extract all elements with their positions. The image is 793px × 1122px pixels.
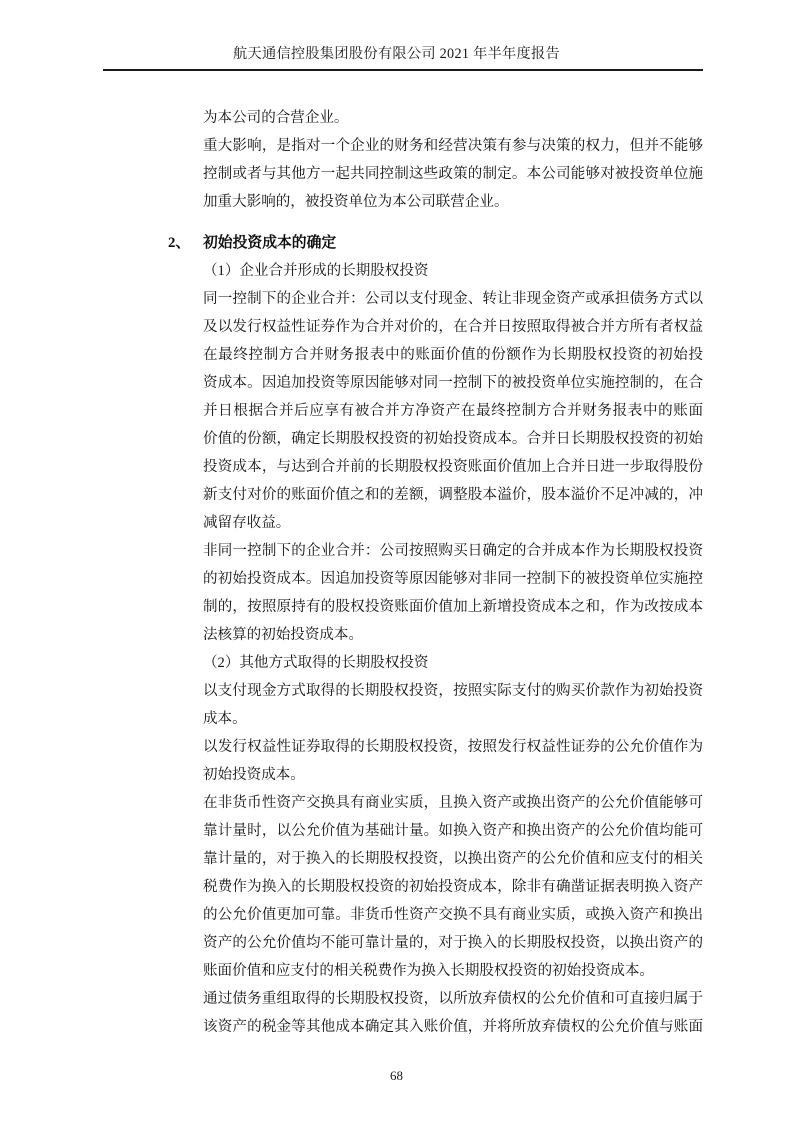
report-header-title: 航天通信控股集团股份有限公司 2021 年半年度报告 — [232, 46, 561, 62]
intro-paragraphs — [203, 104, 703, 216]
text-line: （2）其他方式取得的长期股权投资 — [203, 655, 429, 671]
text-line: 投资成本，与达到合并前的长期股权投资账面价值加上合并日进一步取得股份 — [203, 459, 703, 475]
text-line: 靠计量时，以公允价值为基础计量。如换入资产和换出资产的公允价值均能可 — [203, 823, 703, 839]
section-heading — [168, 229, 703, 257]
text-line: 重大影响，是指对一个企业的财务和经营决策有参与决策的权力，但并不能够 — [203, 138, 703, 154]
text-line: 以发行权益性证券取得的长期股权投资，按照发行权益性证券的公允价值作为 — [203, 739, 703, 755]
text-line: 的公允价值更加可靠。非货币性资产交换不具有商业实质，或换入资产和换出 — [203, 907, 703, 923]
section-title: 初始投资成本的确定 — [203, 235, 337, 251]
text-line: 新支付对价的账面价值之和的差额，调整股本溢价，股本溢价不足冲减的，冲 — [203, 487, 703, 503]
text-line: 及以发行权益性证券作为合并对价的，在合并日按照取得被合并方所有者权益 — [203, 319, 703, 335]
text-line: 价值的份额，确定长期股权投资的初始投资成本。合并日长期股权投资的初始 — [203, 431, 703, 447]
text-line: 控制或者与其他方一起共同控制这些政策的制定。本公司能够对被投资单位施 — [203, 166, 703, 182]
text-line: 资产的公允价值均不能可靠计量的，对于换入的长期股权投资，以换出资产的 — [203, 935, 703, 951]
page-footer — [0, 1068, 793, 1084]
text-line: 靠计量的，对于换入的长期股权投资，以换出资产的公允价值和应支付的相关 — [203, 851, 703, 867]
text-line: 在非货币性资产交换具有商业实质，且换入资产或换出资产的公允价值能够可 — [203, 795, 703, 811]
text-line: 制的，按照原持有的股权投资账面价值加上新增投资成本之和，作为改按成本 — [203, 599, 703, 615]
text-line: 加重大影响的，被投资单位为本公司联营企业。 — [203, 194, 509, 210]
text-line: 该资产的税金等其他成本确定其入账价值，并将所放弃债权的公允价值与账面 — [203, 1019, 703, 1035]
text-line: 以支付现金方式取得的长期股权投资，按照实际支付的购买价款作为初始投资 — [203, 683, 703, 699]
text-line: 法核算的初始投资成本。 — [203, 627, 364, 643]
section-paragraphs — [203, 257, 703, 1041]
text-line: 为本公司的合营企业。 — [203, 110, 349, 126]
text-line: 资成本。因追加投资等原因能够对同一控制下的被投资单位实施控制的，在合 — [203, 375, 703, 391]
text-line: 账面价值和应支付的相关税费作为换入长期股权投资的初始投资成本。 — [203, 963, 654, 979]
document-body — [168, 104, 703, 1041]
header-divider — [103, 69, 703, 71]
text-line: （1）企业合并形成的长期股权投资 — [203, 263, 429, 279]
text-line: 的初始投资成本。因追加投资等原因能够对非同一控制下的被投资单位实施控 — [203, 571, 703, 587]
text-line: 同一控制下的企业合并：公司以支付现金、转让非现金资产或承担债务方式以 — [203, 291, 703, 307]
text-line: 并日根据合并后应享有被合并方净资产在最终控制方合并财务报表中的账面 — [203, 403, 703, 419]
text-line: 非同一控制下的企业合并：公司按照购买日确定的合并成本作为长期股权投资 — [203, 543, 703, 559]
text-line: 在最终控制方合并财务报表中的账面价值的份额作为长期股权投资的初始投 — [203, 347, 703, 363]
text-line: 减留存收益。 — [203, 515, 291, 531]
page-number: 68 — [390, 1068, 403, 1083]
section-number: 2、 — [168, 235, 191, 251]
text-line: 初始投资成本。 — [203, 767, 305, 783]
text-line: 通过债务重组取得的长期股权投资，以所放弃债权的公允价值和可直接归属于 — [203, 991, 703, 1007]
text-line: 成本。 — [203, 711, 247, 727]
text-line: 税费作为换入的长期股权投资的初始投资成本，除非有确凿证据表明换入资产 — [203, 879, 703, 895]
